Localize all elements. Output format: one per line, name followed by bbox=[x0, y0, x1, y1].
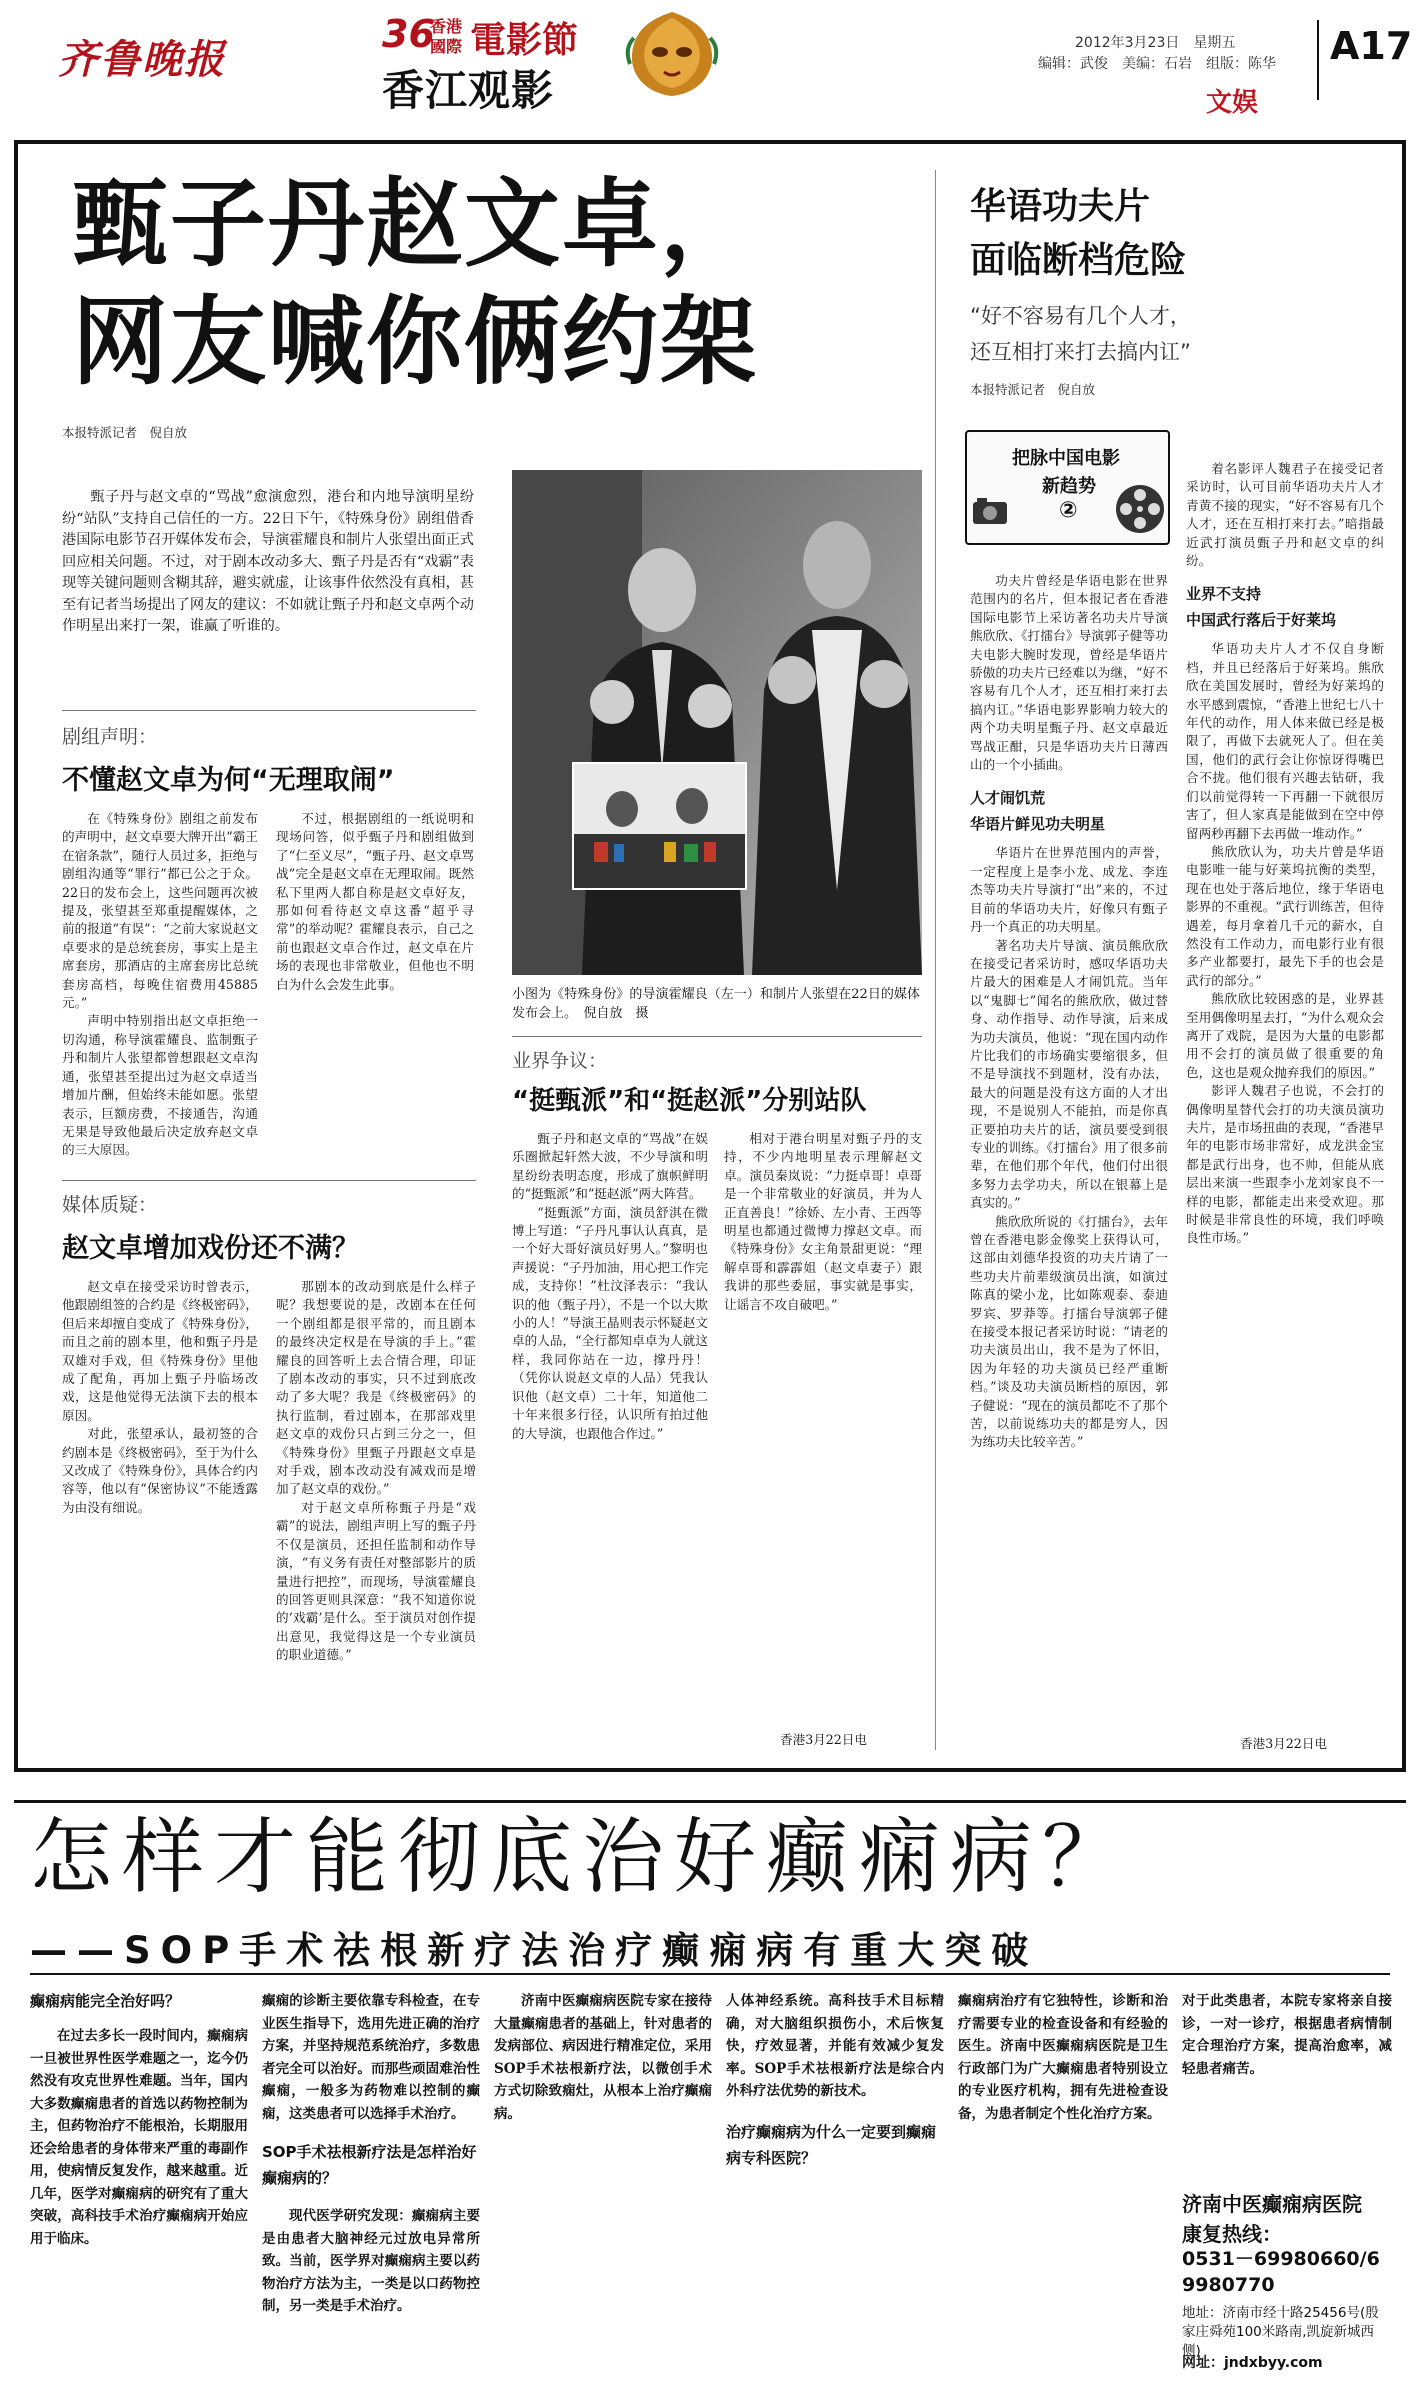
section2-col1 bbox=[62, 1278, 258, 1748]
series-badge bbox=[965, 430, 1170, 545]
hospital-address: 地址：济南市经十路25456号(殷家庄舜苑100米路南,凯旋新城西侧) bbox=[1182, 2305, 1379, 2359]
section3-col2 bbox=[724, 1130, 922, 1725]
column-title-box bbox=[382, 56, 642, 115]
ad-col1 bbox=[30, 1990, 248, 2375]
bottom-frame bbox=[14, 1768, 1406, 1772]
sidebar-byline: 本报特派记者 倪自放 bbox=[970, 382, 1096, 397]
main-byline: 本报特派记者 倪自放 bbox=[62, 425, 188, 440]
section1-paragraph3: 不过，根据剧组的一纸说明和现场问答，似乎甄子丹和剧组做到了“仁至义尽”，“甄子丹、赵文卓骂战”完全是赵文卓在无理取闹。既然私下里两人都自称是赵文卓好友，那如何看待赵文卓这番“超乎寻常”的举动呢？霍耀良表示，自己之前也跟赵文卓合作过，赵文卓在片场的表现也非常敬业，但他也不明白为什么会发生此事。 bbox=[276, 811, 474, 992]
section2-paragraph2: 对此，张望承认，最初签的合约剧本是《终极密码》，至于为什么又改成了《特殊身份》，具体合约内容等，他以有“保密协议”不能透露为由没有细说。 bbox=[62, 1426, 258, 1515]
sidebar-paragraph6: 华语功夫片人才不仅自身断档，并且已经落后于好莱坞。熊欣欣在美国发展时，曾经为好莱坞的水平感到震惊，“香港上世纪七八十年代的动作，用人体来做已经是极限了，再做下去就死人了。但在美国，他们的武行会让你惊讶得嘴巴合不拢。他们很有兴趣去钻研，我们以前觉得转一下再翻一下就很厉害了，但人家真是能做到在空中停留两秒再翻下去再做一堆动作。” bbox=[1186, 641, 1384, 841]
sidebar-paragraph7: 熊欣欣认为，功夫片曾是华语电影唯一能与好莱坞抗衡的类型，现在也处于落后地位，缘于华语电影界的不重视。“武行训练苦，但待遇差，每月拿着几千元的薪水，自然没有工作动力，而电影行业有很多产业都要打，最先下手的也会是武行的部分。” bbox=[1186, 843, 1384, 988]
ad-top-rule bbox=[14, 1800, 1406, 1803]
sidebar-sub1-headline: 华语片鲜见功夫明星 bbox=[970, 815, 1106, 834]
sidebar-paragraph2: 华语片在世界范围内的声誉，一定程度上是李小龙、成龙、李连杰等功夫片导演打“出”来的，不过目前的华语功夫片，好像只有甄子丹一个真正的功夫明星。 bbox=[970, 845, 1168, 935]
ad-sub-rule bbox=[30, 1973, 1390, 1975]
ad-question2: SOP手术祛根新疗法是怎样治好癫痫病的？ bbox=[262, 2143, 477, 2187]
ad-subheadline: ——SOP手术祛根新疗法治疗癫痫病有重大突破 bbox=[30, 1929, 1039, 1972]
section3-col1 bbox=[512, 1130, 708, 1755]
ad-col6-text: 对于此类患者，本院专家将亲自接诊，一对一诊疗，根据患者病情制定合理治疗方案，提高治愈率，减轻患者痛苦。 bbox=[1182, 1993, 1392, 2077]
sidebar-dateline: 香港3月22日电 bbox=[1240, 1736, 1328, 1751]
inset-photo bbox=[572, 762, 747, 890]
section1-rule bbox=[62, 710, 476, 711]
paper-logo[interactable]: 齐鲁晚报 bbox=[58, 36, 226, 83]
section2-col2 bbox=[276, 1278, 476, 1748]
sidebar-sub1-label: 人才闹饥荒 bbox=[970, 789, 1046, 808]
section3-label: 业界争议： bbox=[512, 1050, 608, 1072]
series-badge-number: ② bbox=[1059, 498, 1078, 523]
top-rule bbox=[14, 140, 1406, 144]
page-editors: 编辑：武俊 美编：石岩 组版：陈华 bbox=[1038, 56, 1276, 72]
ad-headline[interactable]: 怎样才能彻底治好癫痫病？ bbox=[30, 1810, 1135, 1905]
festival-number: 36 bbox=[382, 12, 435, 56]
page-number-divider bbox=[1317, 20, 1319, 100]
section1-label: 剧组声明： bbox=[62, 726, 158, 748]
section1-col1 bbox=[62, 810, 258, 1170]
column-divider bbox=[935, 170, 936, 1750]
festival-line1: 香港 bbox=[430, 17, 463, 36]
ad-question3: 治疗癫痫病为什么一定要到癫痫病专科医院？ bbox=[726, 2122, 937, 2167]
ad-col2-text: 癫痫的诊断主要依靠专科检查，在专业医生指导下，选用先进正确的治疗方案，并坚持规范系统治疗，多数患者完全可以治好。而那些顽固难治性癫痫，一般多为药物难以控制的癫痫，这类患者可以选择手术治疗。 bbox=[262, 1993, 480, 2122]
main-headline-line2: 网友喊你俩约架 bbox=[72, 286, 758, 398]
film-reel-icon bbox=[1113, 482, 1167, 536]
section2-headline: 赵文卓增加戏份还不满？ bbox=[62, 1233, 359, 1264]
ad-col3 bbox=[494, 1990, 712, 2375]
section3-headline: “挺甄派”和“挺赵派”分别站队 bbox=[512, 1086, 867, 1116]
sidebar-deck-line2: 还互相打来打去搞内讧” bbox=[970, 340, 1191, 364]
right-frame bbox=[1402, 140, 1406, 1770]
ad-col3-text: 济南中医癫痫病医院专家在接待大量癫痫患者的基础上，针对患者的发病部位、病因进行精准定位，采用SOP手术祛根新疗法，以微创手术方式切除致痫灶，从根本上治疗癫痫病。 bbox=[494, 1993, 712, 2122]
section-name: 文娱 bbox=[1206, 88, 1259, 118]
festival-name: 電影節 bbox=[470, 19, 579, 61]
section2-paragraph1: 赵文卓在接受采访时曾表示，他跟剧组签的合约是《终极密码》，但后来却擅自变成了《特殊身份》，而且之前的剧本里，他和甄子丹是双雄对手戏，但《特殊身份》里他成了配角，再加上甄子丹临场改戏，这是他觉得无法演下去的根本原因。 bbox=[62, 1279, 258, 1423]
series-badge-line2: 新趋势 bbox=[1042, 476, 1096, 497]
ad-col2b-text: 现代医学研究发现：癫痫病主要是由患者大脑神经元过放电异常所致。当前，医学界对癫痫病主要以药物治疗方法为主，一类是以口药物控制，另一类是手术治疗。 bbox=[262, 2208, 480, 2314]
ad-col4 bbox=[726, 1990, 944, 2375]
sidebar-paragraph1: 功夫片曾经是华语电影在世界范围内的名片，但本报记者在香港国际电影节上采访著名功夫片导演熊欣欣、《打擂台》导演郭子健等功夫电影大腕时发现，曾经是华语片骄傲的功夫片已经难以为继，“好不容易有几个人才，还互相打来打去搞内讧。”华语电影界影响力较大的两个功夫明星甄子丹、赵文卓最近骂战正酣，只是华语功夫片日薄西山的一个小插曲。 bbox=[970, 573, 1168, 773]
section1-paragraph1: 在《特殊身份》剧组之前发布的声明中，赵文卓要大牌开出“霸王在宿条款”，随行人员过多，拒绝与剧组沟通等“罪行”都已公之于众。22日的发布会上，这些问题再次被提及，张望甚至郑重提醒媒体，之前的报道“有误”：“之前大家说赵文卓要求的是总统套房，事实上是主席套房，那酒店的主席套房比总统套房高档，每晚住宿费用45885元。” bbox=[62, 811, 258, 1011]
ad-col6 bbox=[1182, 1990, 1392, 2175]
ad-col1-text: 在过去多长一段时间内，癫痫病一旦被世界性医学难题之一，迄今仍然没有攻克世界性难题。当年，国内大多数癫痫患者的首选以药物控制为主，但药物治疗不能根治，长期服用还会给患者的身体带来严重的毒副作用，使病情反复发作，越来越重。近几年，医学对癫痫病的研究有了重大突破，高科技手术治疗癫痫病开始应用于临床。 bbox=[30, 2028, 248, 2247]
sidebar-paragraph3: 著名功夫片导演、演员熊欣欣在接受记者采访时，感叹华语功夫片最大的困难是人才闹饥荒。当年以“鬼脚七”闻名的熊欣欣，做过替身、动作指导、动作导演，后来成为功夫演员，他说：“现在国内动作片比我们的市场确实要缩很多，但不是导演找不到题材，没有办法，最大的问题是没有这方面的人才出现，不是说别人不能拍，而是你真正要拍功夫片的话，演员要受到很专业的训练。《打擂台》用了很多前辈，在他们那个年代，他们付出很多努力去学功夫，所以在银幕上是真实的。” bbox=[970, 937, 1168, 1211]
ad-question1: 癫痫病能完全治好吗？ bbox=[30, 1992, 181, 2010]
section3-paragraph3: 相对于港台明星对甄子丹的支持，不少内地明星表示理解赵文卓。演员秦岚说：“力挺卓哥！卓哥是一个非常敬业的好演员，并为人正直善良！”徐娇、左小青、王西等明星也都通过微博力撑赵文卓。而《特殊身份》女主角景甜更说：“理解卓哥和霹霹姐（赵文卓妻子）跟我讲的那些委屈，事实就是事实，让谣言不攻自破吧。” bbox=[724, 1131, 922, 1312]
section2-rule bbox=[62, 1180, 476, 1181]
sidebar-col2 bbox=[1186, 460, 1384, 1730]
section3-rule bbox=[512, 1036, 922, 1037]
section3-paragraph1: 甄子丹和赵文卓的“骂战”在娱乐圈掀起轩然大波，不少导演和明星纷纷表明态度，形成了旗帜鲜明的“挺甄派”和“挺赵派”两大阵营。 bbox=[512, 1131, 708, 1202]
section1-paragraph2: 声明中特别指出赵文卓拒绝一切沟通，称导演霍耀良、监制甄子丹和制片人张望都曾想跟赵文卓沟通，张望甚至提出过为赵文卓适当增加片酬，但始终未能如愿。张望表示，巨额房费，不接通告，沟通无果是导致他最后决定放弃赵文卓的三大原因。 bbox=[62, 1013, 258, 1158]
sidebar-deck-line1: “好不容易有几个人才， bbox=[970, 304, 1191, 328]
hospital-name: 济南中医癫痫病医院 bbox=[1182, 2192, 1362, 2216]
issue-date: 2012年3月23日 星期五 bbox=[1075, 35, 1236, 51]
section3-paragraph2: “挺甄派”方面，演员舒淇在微博上写道：“子丹凡事认认真真，是一个好大哥好演员好男人。”黎明也声援说：“子丹加油，用心把工作完成，支持你！”杜汶泽表示：“我认识的他（甄子丹），不是一个以大欺小的人！”导演王晶则表示怀疑赵文卓的人品，“全行都知卓卓为人就这样，我同你站在一边，撑丹丹！（凭你认说赵文卓的人品）凭我认识他（赵文卓）二十年，知道他二十年来很多行径，认识所有拍过他的大导演，也跟他合作过。” bbox=[512, 1204, 708, 1441]
main-photo bbox=[512, 470, 922, 975]
section3-dateline: 香港3月22日电 bbox=[780, 1732, 868, 1747]
column-title: 香江观影 bbox=[382, 66, 555, 115]
section1-headline: 不懂赵文卓为何“无理取闹” bbox=[62, 765, 395, 796]
sidebar-paragraph9: 影评人魏君子也说，不会打的偶像明星替代会打的功夫演员演功夫片，是市场扭曲的表现，“香港早年的电影市场非常好，成龙洪金宝都是武行出身，也不帅，但能从底层出来演一些跟李小龙刘家良不一样的电影，都能走出来受欢迎。那时候是非常良性的环境，我们呼唤良性市场。” bbox=[1186, 1083, 1384, 1246]
ad-col5 bbox=[958, 1990, 1168, 2375]
section2-paragraph3: 那剧本的改动到底是什么样子呢？我想要说的是，改剧本在任何一个剧组都是很平常的，而且剧本的最终决定权是在导演的手上。”霍耀良的回答听上去合情合理，印证了剧本改动的事实，只不过到底改动了多大呢？我是《终极密码》的执行监制，看过剧本，在那部戏里赵文卓的戏份只占到三分之一，但《特殊身份》里甄子丹跟赵文卓是对手戏，剧本改动没有减戏而是增加了赵文卓的戏份。” bbox=[276, 1279, 476, 1497]
lead-paragraph: 甄子丹与赵文卓的“骂战”愈演愈烈，港台和内地导演明星纷纷“站队”支持自己信任的一方。22日下午，《特殊身份》剧组借香港国际电影节召开媒体发布会，导演霍耀良和制片人张望出面正式回应相关问题。不过，对于剧本改动多大、甄子丹是否有“戏霸”表现等关键问题则含糊其辞，避实就虚，让该事件依然没有真相，甚至有记者当场提出了网友的建议：不如就让甄子丹和赵文卓两个动作明星出来打一架，谁赢了听谁的。 bbox=[62, 489, 474, 634]
main-headline-line1: 甄子丹赵文卓， bbox=[72, 168, 758, 280]
photo-caption: 小图为《特殊身份》的导演霍耀良（左一）和制片人张望在22日的媒体发布会上。 倪自放 摄 bbox=[512, 987, 920, 1021]
ad-col2 bbox=[262, 1990, 480, 2375]
sidebar-sub2-label: 业界不支持 bbox=[1186, 585, 1262, 604]
hotline-number[interactable]: 0531－69980660/69980770 bbox=[1182, 2248, 1380, 2296]
sidebar-col1 bbox=[970, 572, 1168, 1757]
camera-icon bbox=[971, 490, 1011, 530]
festival-line2: 國際 bbox=[430, 37, 463, 56]
sidebar-paragraph5: 着名影评人魏君子在接受记者采访时，认可目前华语功夫片人才青黄不接的现实，“好不容易有几个人才，还在互相打来打去。”暗指最近武打演员甄子丹和赵文卓的纠纷。 bbox=[1186, 461, 1384, 569]
sidebar-paragraph4: 熊欣欣所说的《打擂台》，去年曾在香港电影金像奖上获得认可，这部由刘德华投资的功夫片请了一些功夫片前辈级演员出演，如演过陈真的梁小龙，比如陈观泰、泰迪罗宾、罗莽等。打擂台导演郭子健在接受本报记者采访时说：“请老的功夫演员出山，我不是为了怀旧，因为年轻的功夫演员已经严重断档。”谈及功夫演员断档的原因，郭子健说：“现在的演员都吃不了那个苦，以前说练功夫的都是穷人，因为练功夫比较辛苦。” bbox=[970, 1213, 1168, 1450]
sidebar-headline-line1: 华语功夫片 bbox=[970, 186, 1151, 227]
left-frame bbox=[14, 140, 18, 1770]
section2-label: 媒体质疑： bbox=[62, 1194, 158, 1216]
sidebar-sub2-headline: 中国武行落后于好莱坞 bbox=[1186, 611, 1337, 630]
page-number: A17 bbox=[1330, 24, 1413, 68]
series-badge-line1: 把脉中国电影 bbox=[1012, 448, 1120, 469]
ad-col4-text: 人体神经系统。高科技手术目标精确，对大脑组织损伤小，术后恢复快，疗效显著，并能有效减少复发率。SOP手术祛根新疗法是综合内外科疗法优势的新技术。 bbox=[726, 1993, 944, 2099]
hospital-website[interactable]: 网址：jndxbyy.com bbox=[1182, 2355, 1323, 2371]
ad-col5-text: 癫痫病治疗有它独特性，诊断和治疗需要专业的检查设备和有经验的医生。济南中医癫痫病医院是卫生行政部门为广大癫痫患者特别设立的专业医疗机构，拥有先进检查设备，为患者制定个性化治疗方案。 bbox=[958, 1993, 1168, 2122]
hotline-label: 康复热线： bbox=[1182, 2222, 1282, 2246]
sidebar-headline-line2: 面临断档危险 bbox=[970, 240, 1187, 281]
section2-paragraph4: 对于赵文卓所称甄子丹是“戏霸”的说法，剧组声明上写的甄子丹不仅是演员，还担任监制和动作导演，“有义务有责任对整部影片的质量进行把控”，而现场，导演霍耀良的回答更则具深意：“我不知道你说的‘戏霸’是什么。至于演员对创作提出意见，我觉得这是一个专业演员的职业道德。” bbox=[276, 1499, 476, 1663]
sidebar-paragraph8: 熊欣欣比较困惑的是，业界甚至用偶像明星去打，“为什么观众会离开了戏院，是因为大量的电影都用不会打的演员做了很重要的角色，这也是观众抛弃我们的原因。” bbox=[1186, 991, 1384, 1080]
section1-col2 bbox=[276, 810, 474, 1170]
